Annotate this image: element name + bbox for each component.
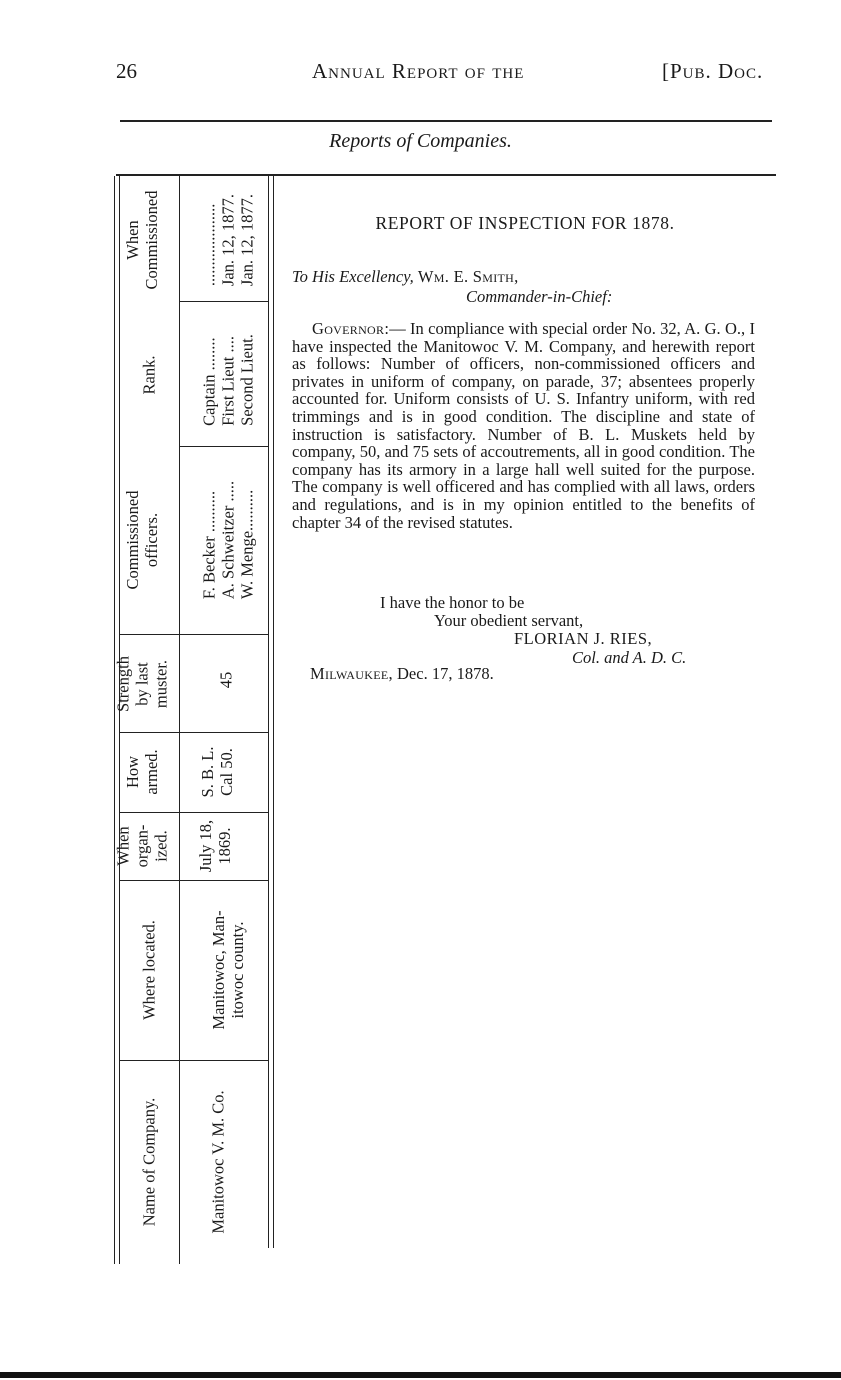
page-number: 26 [116, 59, 137, 83]
cell-name-of-company: Manitowoc V. M. Co. [208, 1090, 228, 1234]
closing-line-1: I have the honor to be [380, 593, 525, 612]
header-when-commissioned: When Commissioned [123, 190, 161, 290]
header-strength: Strength by last muster. [113, 656, 171, 712]
cell-strength: 45 [216, 671, 236, 689]
header-commissioned-officers: Commissioned officers. [123, 490, 161, 590]
cell-where-located: Manitowoc, Man- itowoc county. [209, 910, 247, 1030]
table-outer-left-inner [119, 176, 120, 1264]
running-title: Annual Report of the [312, 59, 525, 83]
table-right-border-outer [273, 176, 274, 1248]
header-name-of-company: Name of Company. [139, 1097, 159, 1227]
cell-when-organized: July 18, 1869. [196, 819, 234, 873]
place-and-date [310, 665, 494, 683]
row-divider [119, 812, 268, 813]
document-label: [Pub. Doc. [662, 59, 764, 83]
row-divider [179, 301, 268, 302]
report-body [292, 320, 755, 531]
row-divider [119, 880, 268, 881]
table-right-border [268, 176, 269, 1248]
signature: FLORIAN J. RIES, [514, 629, 653, 648]
closing-line-2: Your obedient servant, [434, 611, 584, 630]
table-outer-left [114, 176, 115, 1264]
header-rule [120, 120, 772, 122]
report-title: REPORT OF INSPECTION FOR 1878. [375, 213, 675, 233]
address-salutation: To His Excellency, [292, 267, 414, 286]
header-rank: Rank. [139, 355, 159, 395]
cell-rank: Captain ........ First Lieut .... Second Lieut. [199, 334, 257, 426]
page-bottom-edge [0, 1372, 841, 1378]
row-divider [119, 732, 268, 733]
cell-when-commissioned: .................... Jan. 12, 1877. Jan. 12, 1877. [199, 193, 257, 287]
header-where-located: Where located. [139, 920, 159, 1020]
table-header-divider [179, 176, 180, 1264]
row-divider [119, 1060, 268, 1061]
row-divider [119, 634, 268, 635]
date: Dec. 17, 1878. [397, 664, 494, 683]
address-line-2: Commander-in-Chief: [466, 287, 613, 306]
report-salutation: Governor: [312, 319, 390, 338]
header-how-armed: How armed. [123, 749, 161, 795]
place: Milwaukee, [310, 664, 393, 683]
header-when-organized: When organ- ized. [113, 824, 171, 868]
signature-title: Col. and A. D. C. [572, 648, 687, 667]
section-subtitle: Reports of Companies. [329, 130, 512, 152]
cell-commissioned-officers: F. Becker .......... A. Schweitzer ..... W. Menge.......... [199, 480, 257, 600]
cell-how-armed: S. B. L. Cal 50. [198, 746, 236, 798]
addressee-name: Wm. E. Smith, [417, 267, 519, 286]
subtitle-rule [116, 174, 776, 176]
row-divider [179, 446, 268, 447]
address-line-1 [292, 268, 519, 286]
report-body-text: — In compliance with special order No. 32, A. G. O., I have inspected the Manitowoc V. M. Company, and herewith report as follows: Number of officers, non-commissioned officers and privates in uniform of company, on parade, 37; absentees properly accounted for. Uniform consists of U. S. Infantry uniform, with red trimmings and is in good condition. The discipline and state of instruction is satisfactory. Number of B. L. Muskets held by company, 50, and 75 sets of accoutrements, all in good condition. The company has its armory in a large hall well suited for the purpose. The company is well officered and has complied with all laws, orders and regulations, and is in my opinion entitled to the benefits of chapter 34 of the revised statutes. [292, 319, 755, 532]
